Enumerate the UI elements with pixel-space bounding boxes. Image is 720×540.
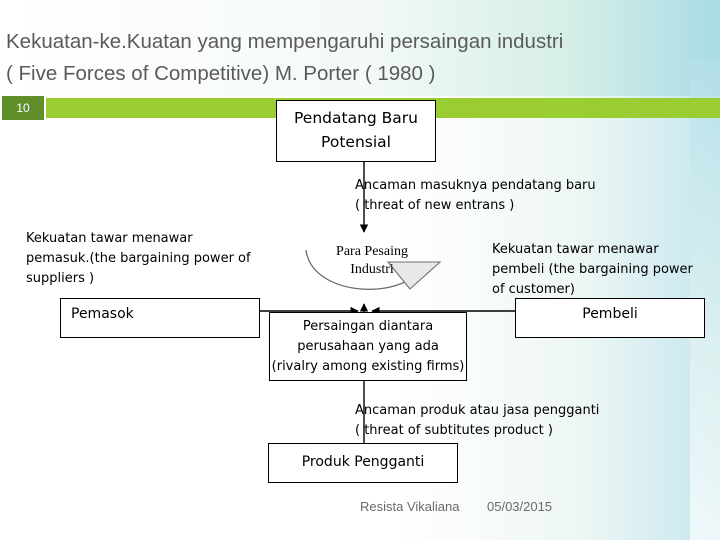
title-line-1: Kekuatan-ke.Kuatan yang mempengaruhi persaingan industri: [6, 30, 564, 53]
title-line-2: ( Five Forces of Competitive) M. Porter ( 1980 ): [6, 62, 436, 85]
force-threat-substitutes-line-2: ( threat of subtitutes product ): [355, 423, 553, 438]
slide-number: 10: [2, 96, 44, 120]
force-threat-new-entrants: [355, 176, 596, 216]
force-rivalry-line-2: perusahaan yang ada: [297, 339, 439, 354]
force-rivalry-line-1: Persaingan diantara: [302, 319, 434, 334]
force-buyer-power-line-2: pembeli (the bargaining power: [492, 262, 693, 277]
node-buyers-label: Pembeli: [582, 306, 638, 322]
force-rivalry-line-3: (rivalry among existing firms): [271, 359, 465, 374]
force-buyer-power-line-1: Kekuatan tawar menawar: [492, 242, 659, 257]
node-competitors-line-1: Para Pesaing: [336, 244, 408, 259]
force-buyer-power: [492, 240, 693, 300]
force-supplier-power-line-3: suppliers ): [26, 271, 95, 286]
node-substitutes-label: Produk Pengganti: [301, 454, 425, 470]
node-new-entrants: [276, 100, 436, 162]
force-supplier-power: [26, 229, 251, 289]
node-new-entrants-line-2: Potensial: [321, 133, 391, 151]
force-threat-new-entrants-line-1: Ancaman masuknya pendatang baru: [355, 178, 596, 193]
force-threat-substitutes-line-1: Ancaman produk atau jasa pengganti: [355, 403, 600, 418]
force-threat-substitutes: [355, 401, 599, 441]
node-competitors-line-2: Industri: [350, 262, 394, 277]
force-supplier-power-line-1: Kekuatan tawar menawar: [26, 231, 193, 246]
node-buyers: [515, 298, 705, 338]
node-suppliers: [60, 298, 260, 338]
force-supplier-power-line-2: pemasuk.(the bargaining power of: [26, 251, 251, 266]
node-competitors: [322, 243, 422, 279]
footer-author: Resista Vikaliana: [360, 499, 460, 514]
force-threat-new-entrants-line-2: ( threat of new entrans ): [355, 198, 515, 213]
node-suppliers-label: Pemasok: [71, 306, 134, 322]
footer-date: 05/03/2015: [487, 499, 553, 514]
force-buyer-power-line-3: of customer): [492, 282, 575, 297]
node-new-entrants-line-1: Pendatang Baru: [294, 109, 418, 127]
node-substitutes: [268, 443, 458, 483]
rivalry-box: [269, 312, 467, 381]
